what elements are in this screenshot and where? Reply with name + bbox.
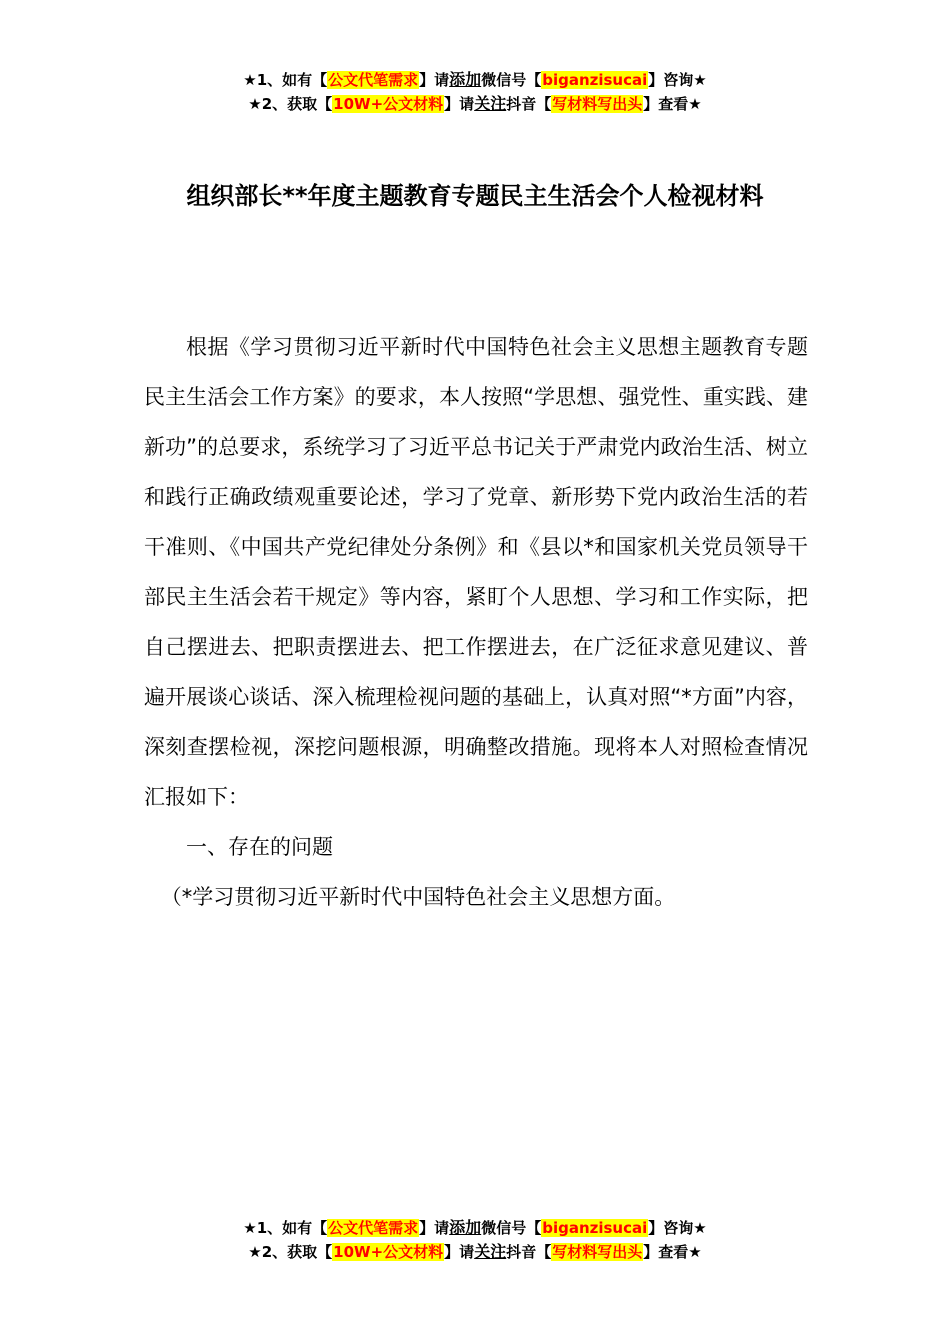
underlined-text: 关注	[474, 94, 507, 113]
star-icon: ★	[243, 1219, 257, 1237]
banner-text: 微信号【	[481, 1219, 542, 1237]
banner-text: 1、如有【	[256, 71, 328, 89]
star-icon: ★	[248, 95, 262, 113]
intro-paragraph: 根据《学习贯彻习近平新时代中国特色社会主义思想主题教育专题民主生活会工作方案》的要求，本人按照“学思想、强党性、重实践、建新功”的总要求，系统学习了习近平总书记关于严肃党内政治生活、树立和践行正确政绩观重要论述，学习了党章、新形势下党内政治生活的若干准则、《中国共产党纪律处分条例》和《县以*和国家机关党员领导干部民主生活会若干规定》等内容，紧盯个人思想、学习和工作实际，把自己摆进去、把职责摆进去、把工作摆进去，在广泛征求意见建议、普遍开展谈心谈话、深入梳理检视问题的基础上，认真对照“*方面”内容，深刻查摆检视，深挖问题根源，明确整改措施。现将本人对照检查情况汇报如下：	[144, 335, 808, 809]
star-icon: ★	[688, 1243, 702, 1261]
banner-text: 】咨询	[648, 71, 694, 89]
highlight-text: 10W+公文材料	[333, 95, 444, 113]
star-icon: ★	[248, 1243, 262, 1261]
banner-line-2	[0, 1240, 950, 1264]
underlined-text: 添加	[449, 1218, 482, 1237]
header-banner	[0, 68, 950, 116]
underlined-text: 关注	[474, 1242, 507, 1261]
banner-text: 1、如有【	[256, 1219, 328, 1237]
banner-line-1	[0, 1216, 950, 1240]
star-icon: ★	[688, 95, 702, 113]
banner-text: 】请	[444, 95, 475, 113]
banner-text: 】查看	[643, 1243, 689, 1261]
banner-text: 】请	[444, 1243, 475, 1261]
banner-line-1	[0, 68, 950, 92]
banner-text: 微信号【	[481, 71, 542, 89]
star-icon: ★	[693, 1219, 707, 1237]
banner-line-2	[0, 92, 950, 116]
highlight-text: 10W+公文材料	[333, 1243, 444, 1261]
highlight-text: 公文代笔需求	[328, 1219, 419, 1237]
banner-text: 】查看	[643, 95, 689, 113]
highlight-text: 公文代笔需求	[328, 71, 419, 89]
banner-text: 】请	[419, 71, 450, 89]
footer-banner	[0, 1216, 950, 1264]
banner-text: 2、获取【	[261, 1243, 333, 1261]
subsection-heading: （*学习贯彻习近平新时代中国特色社会主义思想方面。	[160, 885, 676, 909]
star-icon: ★	[693, 71, 707, 89]
highlight-text: biganzisucai	[542, 1219, 648, 1237]
banner-text: 】咨询	[648, 1219, 694, 1237]
highlight-text: biganzisucai	[542, 71, 648, 89]
banner-text: 2、获取【	[261, 95, 333, 113]
highlight-text: 写材料写出头	[552, 95, 643, 113]
banner-text: 】请	[419, 1219, 450, 1237]
document-body	[144, 322, 808, 922]
section-heading: 一、存在的问题	[186, 835, 333, 859]
star-icon: ★	[243, 71, 257, 89]
highlight-text: 写材料写出头	[552, 1243, 643, 1261]
document-title: 组织部长**年度主题教育专题民主生活会个人检视材料	[186, 182, 764, 210]
banner-text: 抖音【	[506, 1243, 552, 1261]
banner-text: 抖音【	[506, 95, 552, 113]
underlined-text: 添加	[449, 70, 482, 89]
